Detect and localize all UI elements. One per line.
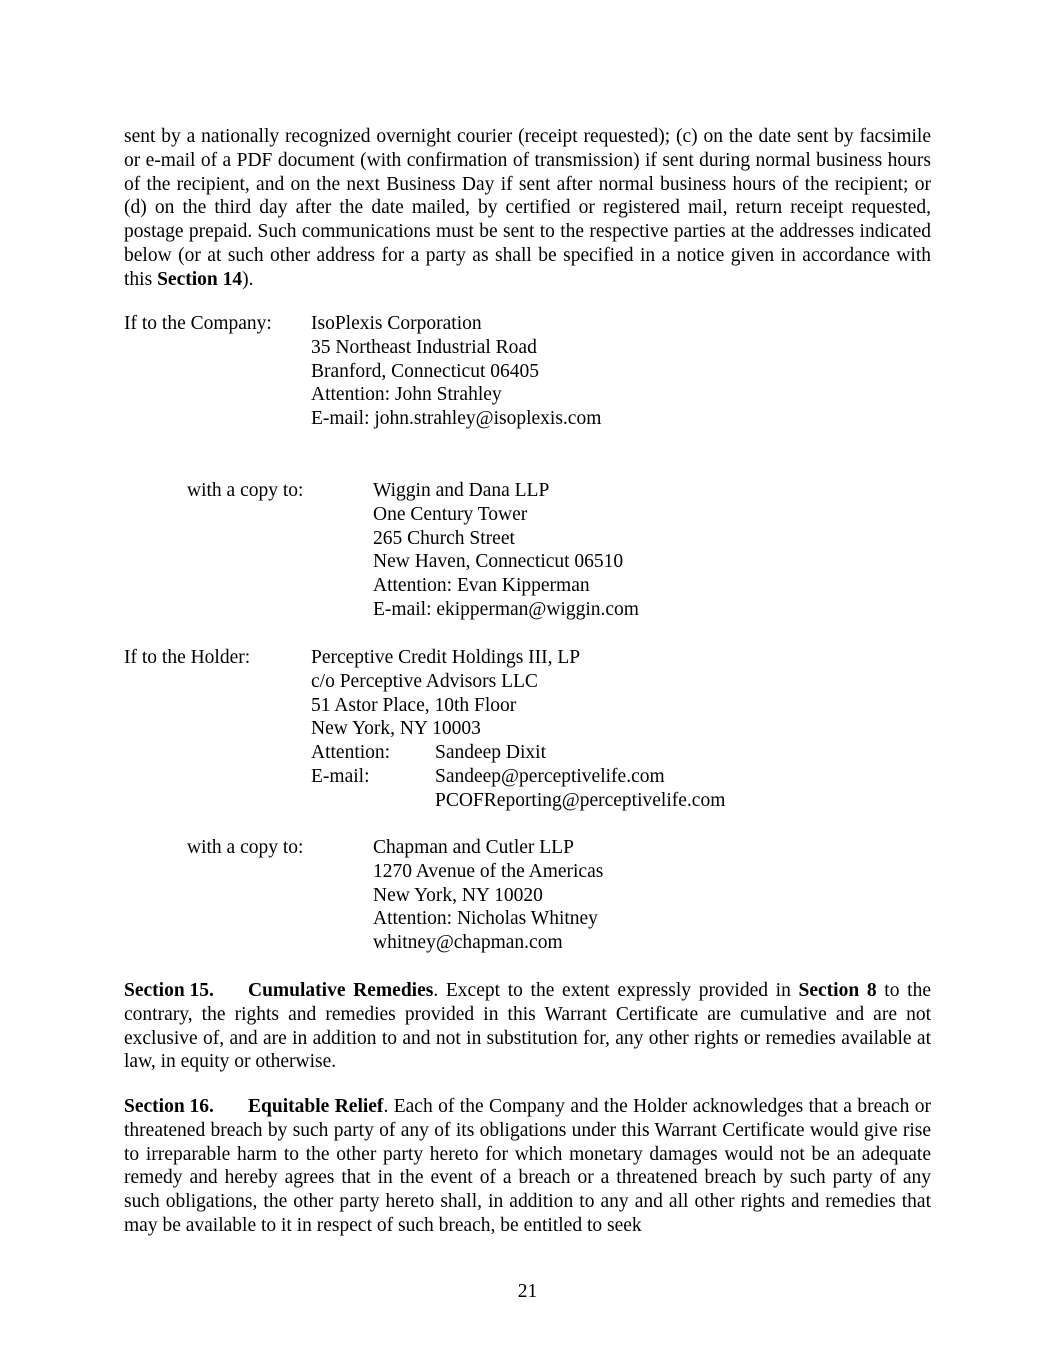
holder-copy-email: whitney@chapman.com: [373, 932, 563, 954]
company-copy-label: with a copy to:: [187, 480, 304, 501]
section-14-reference: Section 14: [157, 268, 243, 290]
section-15-number: Section 15.: [124, 980, 214, 1001]
section-15-paragraph: [124, 979, 931, 1074]
company-copy-city: New Haven, Connecticut 06510: [373, 551, 624, 573]
holder-city: New York, NY 10003: [311, 718, 481, 740]
holder-copy-street: 1270 Avenue of the Americas: [373, 860, 604, 882]
holder-copy-label: with a copy to:: [187, 837, 304, 858]
holder-copy-attention: Attention: Nicholas Whitney: [373, 908, 598, 930]
company-copy-address: [373, 479, 639, 622]
holder-copy-firm: Chapman and Cutler LLP: [373, 837, 574, 858]
holder-attention-value: Sandeep Dixit: [435, 742, 547, 764]
holder-name: Perceptive Credit Holdings III, LP: [311, 647, 581, 668]
holder-notice-label: If to the Holder:: [124, 647, 251, 668]
company-copy-firm: Wiggin and Dana LLP: [373, 480, 550, 501]
company-city: Branford, Connecticut 06405: [311, 360, 539, 382]
intro-text: sent by a nationally recognized overnight courier (receipt requested); (c) on the date sent by facsimile or e-mail of a PDF document (with confirmation of transmission) if sent during normal business hours of the recipient, and on the next Business Day if sent after normal business hours of the recipient; or (d) on the third day after the date mailed, by certified or registered mail, return receipt requested, postage prepaid. Such communications must be sent to the respective parties at the addresses indicated below (or at such other address for a party as shall be specified in a notice given in accordance with this: [124, 126, 931, 290]
company-copy-attention: Attention: Evan Kipperman: [373, 575, 590, 597]
holder-attention-row: [311, 741, 791, 765]
section-15-text: . Except to the extent expressly provided in: [433, 980, 799, 1001]
company-copy-street: 265 Church Street: [373, 527, 515, 549]
section-15-title: Cumulative Remedies: [248, 980, 434, 1001]
section-16-paragraph: [124, 1095, 931, 1238]
section-16-text: . Each of the Company and the Holder acknowledges that a breach or threatened breach by such party of any of its obligations under this Warrant Certificate would give rise to irreparable harm to the other party hereto for which monetary damages would not be an adequate remedy and hereby agrees that in the event of a breach or a threatened breach by such party of any such obligations, the other party hereto shall, in addition to any and all other rights and remedies that may be available to it in respect of such breach, be entitled to seek: [124, 1096, 931, 1236]
company-address: [311, 312, 601, 431]
holder-email-value-1: Sandeep@perceptivelife.com: [435, 765, 665, 787]
company-notice-label: If to the Company:: [124, 313, 272, 334]
page-number: 21: [517, 1281, 538, 1302]
holder-street: 51 Astor Place, 10th Floor: [311, 694, 517, 716]
company-email: E-mail: john.strahley@isoplexis.com: [311, 408, 602, 430]
holder-attention-label: Attention:: [311, 742, 391, 764]
holder-email-row-2: [311, 789, 791, 813]
holder-email-row: [311, 765, 791, 789]
holder-copy-city: New York, NY 10020: [373, 884, 543, 906]
company-street: 35 Northeast Industrial Road: [311, 336, 537, 358]
notice-delivery-paragraph: [124, 125, 931, 292]
intro-text-end: ).: [242, 268, 254, 290]
section-16-number: Section 16.: [124, 1096, 214, 1117]
holder-email-label: E-mail:: [311, 765, 370, 787]
section-16-title: Equitable Relief: [248, 1096, 384, 1117]
company-copy-email: E-mail: ekipperman@wiggin.com: [373, 598, 639, 620]
company-copy-building: One Century Tower: [373, 503, 528, 525]
company-attention: Attention: John Strahley: [311, 384, 502, 406]
section-15-text-end: to the contrary, the rights and remedies provided in this Warrant Certificate are cumulative and are not exclusive of, and are in addition to and not in substitution for, any other rights or remedies available at law, in equity or otherwise.: [124, 980, 931, 1073]
company-name: IsoPlexis Corporation: [311, 313, 482, 334]
holder-address: [311, 646, 791, 813]
section-8-reference: Section 8: [798, 980, 877, 1001]
holder-care-of: c/o Perceptive Advisors LLC: [311, 670, 538, 692]
holder-copy-address: [373, 836, 603, 955]
holder-email-value-2: PCOFReporting@perceptivelife.com: [435, 789, 726, 811]
